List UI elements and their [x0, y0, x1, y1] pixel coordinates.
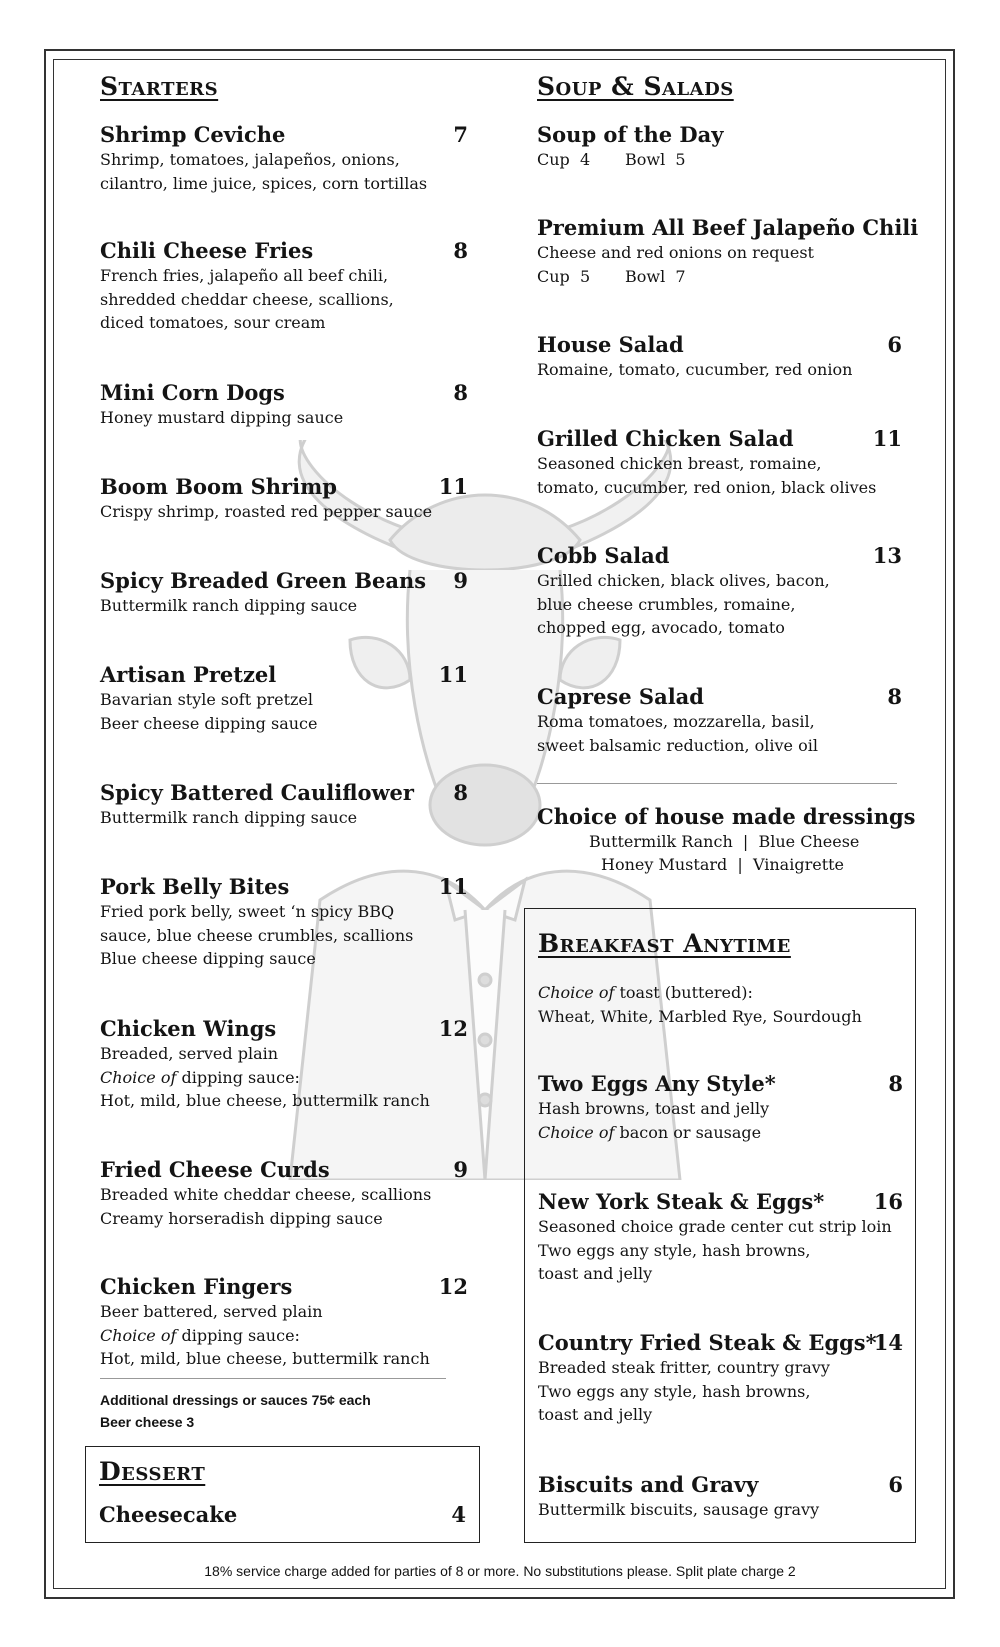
- item-desc: toast and jelly: [538, 1405, 653, 1424]
- bowl-price: Bowl 7: [625, 266, 686, 286]
- starters-section: [100, 72, 468, 1412]
- item-name: Spicy Battered Cauliflower: [100, 780, 414, 805]
- item-desc: diced tomatoes, sour cream: [100, 313, 326, 332]
- salads-divider: [537, 783, 897, 784]
- item-desc: sweet balsamic reduction, olive oil: [537, 735, 818, 755]
- item-desc: Creamy horseradish dipping sauce: [100, 1208, 383, 1228]
- item-sizes: [537, 148, 902, 172]
- item-name: Biscuits and Gravy: [538, 1472, 759, 1497]
- menu-item: [100, 1157, 468, 1230]
- dressings-block: [537, 804, 916, 876]
- dessert-box: [85, 1446, 480, 1543]
- menu-item: [538, 1189, 903, 1286]
- additional-sauces-note: Additional dressings or sauces 75¢ each: [100, 1392, 371, 1408]
- item-desc: tomato, cucumber, red onion, black olives: [537, 477, 877, 497]
- item-desc: Buttermilk ranch dipping sauce: [100, 808, 358, 827]
- item-desc: Breaded steak fritter, country gravy: [538, 1358, 830, 1377]
- menu-item: [100, 1016, 468, 1113]
- soup-salads-section: [537, 72, 919, 892]
- menu-item: [538, 1330, 903, 1427]
- menu-item: [100, 662, 468, 735]
- menu-item: [100, 474, 468, 524]
- item-desc: Breaded, served plain: [100, 1044, 279, 1063]
- item-desc: Roma tomatoes, mozzarella, basil,: [537, 712, 815, 731]
- toast-options: Wheat, White, Marbled Rye, Sourdough: [538, 1006, 862, 1026]
- item-name: Artisan Pretzel: [100, 662, 277, 687]
- breakfast-section: [538, 929, 903, 1529]
- toast-label: [538, 981, 903, 1005]
- item-price: 12: [438, 1016, 468, 1041]
- menu-item: [100, 238, 468, 335]
- item-desc: Crispy shrimp, roasted red pepper sauce: [100, 502, 433, 521]
- menu-item: [537, 215, 919, 288]
- item-name: Shrimp Ceviche: [100, 122, 286, 147]
- item-desc: Buttermilk biscuits, sausage gravy: [538, 1500, 820, 1519]
- item-desc: chopped egg, avocado, tomato: [537, 618, 785, 637]
- item-price: 9: [453, 568, 468, 593]
- item-desc: Shrimp, tomatoes, jalapeños, onions,: [100, 150, 400, 169]
- item-price: 9: [453, 1157, 468, 1182]
- item-name: Boom Boom Shrimp: [100, 474, 337, 499]
- dessert-title: Dessert: [99, 1457, 206, 1486]
- item-name: Chili Cheese Fries: [100, 238, 314, 263]
- item-desc: Bavarian style soft pretzel: [100, 690, 314, 709]
- item-sizes: [537, 265, 902, 289]
- item-price: 11: [438, 474, 468, 499]
- beer-cheese-note: Beer cheese 3: [100, 1414, 195, 1430]
- item-desc: toast and jelly: [538, 1264, 653, 1283]
- item-price: 6: [887, 332, 902, 357]
- item-desc: Two eggs any style, hash browns,: [538, 1240, 811, 1260]
- item-price: 8: [888, 1071, 903, 1096]
- item-desc: Grilled chicken, black olives, bacon,: [537, 571, 830, 590]
- item-desc: Two eggs any style, hash browns,: [538, 1381, 811, 1401]
- dressings-line-1: Buttermilk Ranch | Blue Cheese: [589, 832, 860, 851]
- item-price: 8: [887, 684, 902, 709]
- item-desc: Beer cheese dipping sauce: [100, 713, 318, 733]
- item-name: Soup of the Day: [537, 122, 724, 147]
- toast-choice: [538, 981, 903, 1028]
- item-desc: sauce, blue cheese crumbles, scallions: [100, 925, 414, 945]
- soup-salads-title: Soup & Salads: [537, 72, 734, 101]
- item-price: 12: [438, 1274, 468, 1299]
- item-name: Premium All Beef Jalapeño Chili: [537, 215, 919, 240]
- cup-price: Cup 4: [537, 150, 591, 169]
- item-price: 11: [438, 874, 468, 899]
- item-desc: Blue cheese dipping sauce: [100, 949, 316, 968]
- menu-item: [100, 568, 468, 618]
- choice-of-text: bacon or sausage: [614, 1122, 762, 1142]
- menu-item: [537, 426, 902, 499]
- item-name: New York Steak & Eggs*: [538, 1189, 825, 1214]
- item-name: Spicy Breaded Green Beans: [100, 568, 427, 593]
- choice-of-label: Choice of: [538, 1122, 615, 1142]
- dessert-item-name: Cheesecake: [99, 1502, 238, 1527]
- item-desc: Beer battered, served plain: [100, 1302, 323, 1321]
- item-price: 11: [872, 426, 902, 451]
- item-price: 6: [888, 1472, 903, 1497]
- item-price: 14: [873, 1330, 903, 1355]
- item-name: Chicken Fingers: [100, 1274, 293, 1299]
- menu-item: [537, 684, 902, 757]
- item-desc: Honey mustard dipping sauce: [100, 408, 344, 427]
- choice-of-text: dipping sauce:: [176, 1067, 300, 1087]
- item-name: Fried Cheese Curds: [100, 1157, 330, 1182]
- item-price: 8: [453, 780, 468, 805]
- cup-price: Cup 5: [537, 266, 591, 286]
- item-name: Chicken Wings: [100, 1016, 277, 1041]
- menu-item: [100, 780, 468, 830]
- item-name: House Salad: [537, 332, 684, 357]
- item-desc: cilantro, lime juice, spices, corn tortillas: [100, 173, 428, 193]
- item-desc: Buttermilk ranch dipping sauce: [100, 596, 358, 615]
- item-price: 8: [453, 380, 468, 405]
- choice-of-label: Choice of: [100, 1325, 177, 1345]
- item-desc: Hash browns, toast and jelly: [538, 1099, 770, 1118]
- menu-item: [537, 543, 902, 640]
- item-desc: Seasoned choice grade center cut strip loin: [538, 1217, 892, 1236]
- item-desc: blue cheese crumbles, romaine,: [537, 594, 796, 614]
- item-desc: [538, 1121, 903, 1145]
- item-name: Two Eggs Any Style*: [538, 1071, 776, 1096]
- dressings-title: Choice of house made dressings: [537, 804, 916, 829]
- menu-item: [537, 122, 902, 172]
- item-price: 11: [438, 662, 468, 687]
- toast-choice-of: Choice of: [538, 983, 615, 1002]
- starters-title: Starters: [100, 72, 219, 101]
- dessert-item-price: 4: [451, 1502, 466, 1527]
- item-name: Grilled Chicken Salad: [537, 426, 794, 451]
- item-desc: Hot, mild, blue cheese, buttermilk ranch: [100, 1091, 430, 1110]
- item-name: Country Fried Steak & Eggs*: [538, 1330, 877, 1355]
- item-price: 13: [872, 543, 902, 568]
- menu-item: [100, 122, 468, 195]
- item-desc: shredded cheddar cheese, scallions,: [100, 289, 394, 309]
- dressings-line-2: Honey Mustard | Vinaigrette: [601, 855, 845, 874]
- toast-text: toast (buttered):: [614, 983, 753, 1002]
- breakfast-box: [524, 908, 916, 1543]
- item-desc: Hot, mild, blue cheese, buttermilk ranch: [100, 1349, 430, 1368]
- item-name: Pork Belly Bites: [100, 874, 290, 899]
- menu-item: [537, 332, 902, 382]
- item-price: 8: [453, 238, 468, 263]
- item-price: 7: [453, 122, 468, 147]
- item-desc: Romaine, tomato, cucumber, red onion: [537, 360, 853, 379]
- item-name: Caprese Salad: [537, 684, 704, 709]
- menu-item: [538, 1472, 903, 1522]
- choice-of-text: dipping sauce:: [176, 1325, 300, 1345]
- item-desc: Cheese and red onions on request: [537, 243, 814, 262]
- item-desc: Seasoned chicken breast, romaine,: [537, 454, 822, 473]
- item-desc: Breaded white cheddar cheese, scallions: [100, 1185, 432, 1204]
- item-name: Cobb Salad: [537, 543, 670, 568]
- item-desc: Fried pork belly, sweet ‘n spicy BBQ: [100, 902, 395, 921]
- menu-item: [100, 1274, 468, 1371]
- menu-item: [538, 1071, 903, 1144]
- starters-divider: [100, 1378, 446, 1379]
- menu-item: [100, 380, 468, 430]
- footer-note: 18% service charge added for parties of 8 or more. No substitutions please. Split plate charge 2: [204, 1563, 796, 1579]
- item-name: Mini Corn Dogs: [100, 380, 285, 405]
- item-price: 16: [873, 1189, 903, 1214]
- bowl-price: Bowl 5: [625, 150, 686, 169]
- item-desc: [100, 1066, 468, 1090]
- breakfast-title: Breakfast Anytime: [538, 929, 791, 958]
- choice-of-label: Choice of: [100, 1067, 177, 1087]
- item-desc: French fries, jalapeño all beef chili,: [100, 266, 389, 285]
- item-desc: [100, 1324, 468, 1348]
- menu-item: [100, 874, 468, 971]
